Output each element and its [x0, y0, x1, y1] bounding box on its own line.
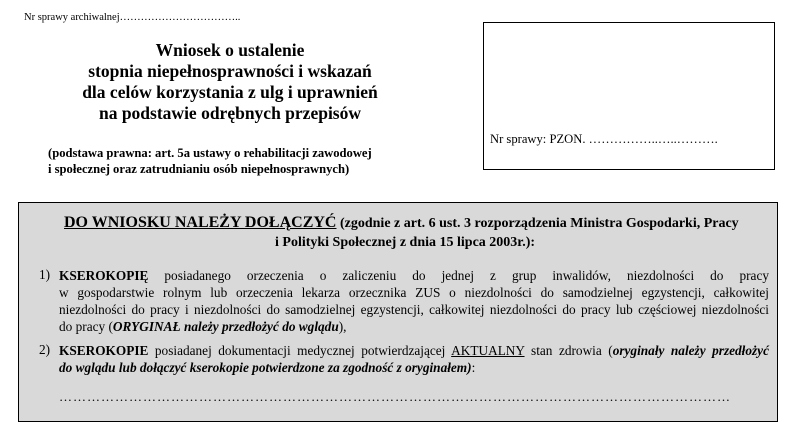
attachments-heading-title: DO WNIOSKU NALEŻY DOŁĄCZYĆ — [64, 214, 337, 231]
item-1-line-4-end: ), — [338, 319, 347, 334]
item-1-number: 1) — [39, 267, 51, 282]
item-1-line-4 — [59, 318, 769, 335]
attachments-heading-line2: i Polityki Społecznej z dnia 15 lipca 2003r.): — [275, 235, 536, 250]
attachment-item-2 — [59, 342, 769, 376]
form-title — [30, 40, 430, 124]
item-1-original-note: ORYGINAŁ należy przedłożyć do wglądu — [112, 319, 339, 334]
legal-basis-line: (podstawa prawna: art. 5a ustawy o rehabilitacji zawodowej — [48, 146, 372, 160]
item-2-line-2-end: : — [471, 360, 476, 375]
item-1-line-4-start: do pracy ( — [59, 319, 113, 334]
item-1-line-2: w gospodarstwie rolnym lub orzeczenia lekarza orzecznika ZUS o niezdolności do samodzielnej egzystencji, całkowitej — [59, 285, 769, 300]
title-line: Wniosek o ustalenie — [155, 40, 305, 60]
item-2-line-1 — [59, 342, 769, 359]
item-1-line-1 — [59, 267, 769, 284]
item-2-original-note: oryginały należy przedłożyć — [612, 343, 769, 358]
legal-basis — [48, 145, 372, 177]
item-2-lead: KSEROKOPIE — [59, 343, 149, 358]
title-line: stopnia niepełnosprawności i wskazań — [88, 61, 372, 81]
title-line: na podstawie odrębnych przepisów — [98, 103, 362, 123]
attachments-heading — [64, 214, 739, 232]
archive-number-label: Nr sprawy archiwalnej…………………………….. — [24, 12, 241, 23]
attachments-heading-basis: (zgodnie z art. 6 ust. 3 rozporządzenia Ministra Gospodarki, Pracy — [336, 216, 739, 231]
item-1-line-3: niezdolności do pracy i niezdolności do samodzielnej egzystencji, całkowitej niezdolności do pracy lub częściowej niezdolności — [59, 302, 769, 317]
legal-basis-line: i społecznej oraz zatrudnianiu osób niepełnosprawnych) — [48, 162, 350, 176]
attachments-section — [18, 202, 778, 422]
pzon-case-number-label: Nr sprawy: PZON. ……………..…..………. — [490, 132, 718, 146]
item-2-current-word: AKTUALNY — [451, 343, 525, 358]
item-2-line-1-rest: stan zdrowia ( — [524, 343, 613, 358]
attachment-item-1 — [59, 267, 769, 335]
item-1-line-1-text: posiadanego orzeczenia o zaliczeniu do jednej z grup inwalidów, niezdolności do pracy — [148, 268, 769, 283]
fill-in-dotted-line: ……………………………………………………………………………………………………………………………… — [59, 389, 731, 404]
pzon-case-box — [483, 22, 775, 170]
item-2-line-1-text: posiadanej dokumentacji medycznej potwierdzającej — [148, 343, 452, 358]
title-line: dla celów korzystania z ulg i uprawnień — [82, 82, 378, 102]
item-2-number: 2) — [39, 342, 51, 357]
item-2-copy-note: do wglądu lub dołączyć kserokopie potwierdzone za zgodność z oryginałem) — [59, 360, 472, 375]
item-2-line-2 — [59, 359, 769, 376]
item-1-lead: KSEROKOPIĘ — [59, 268, 149, 283]
